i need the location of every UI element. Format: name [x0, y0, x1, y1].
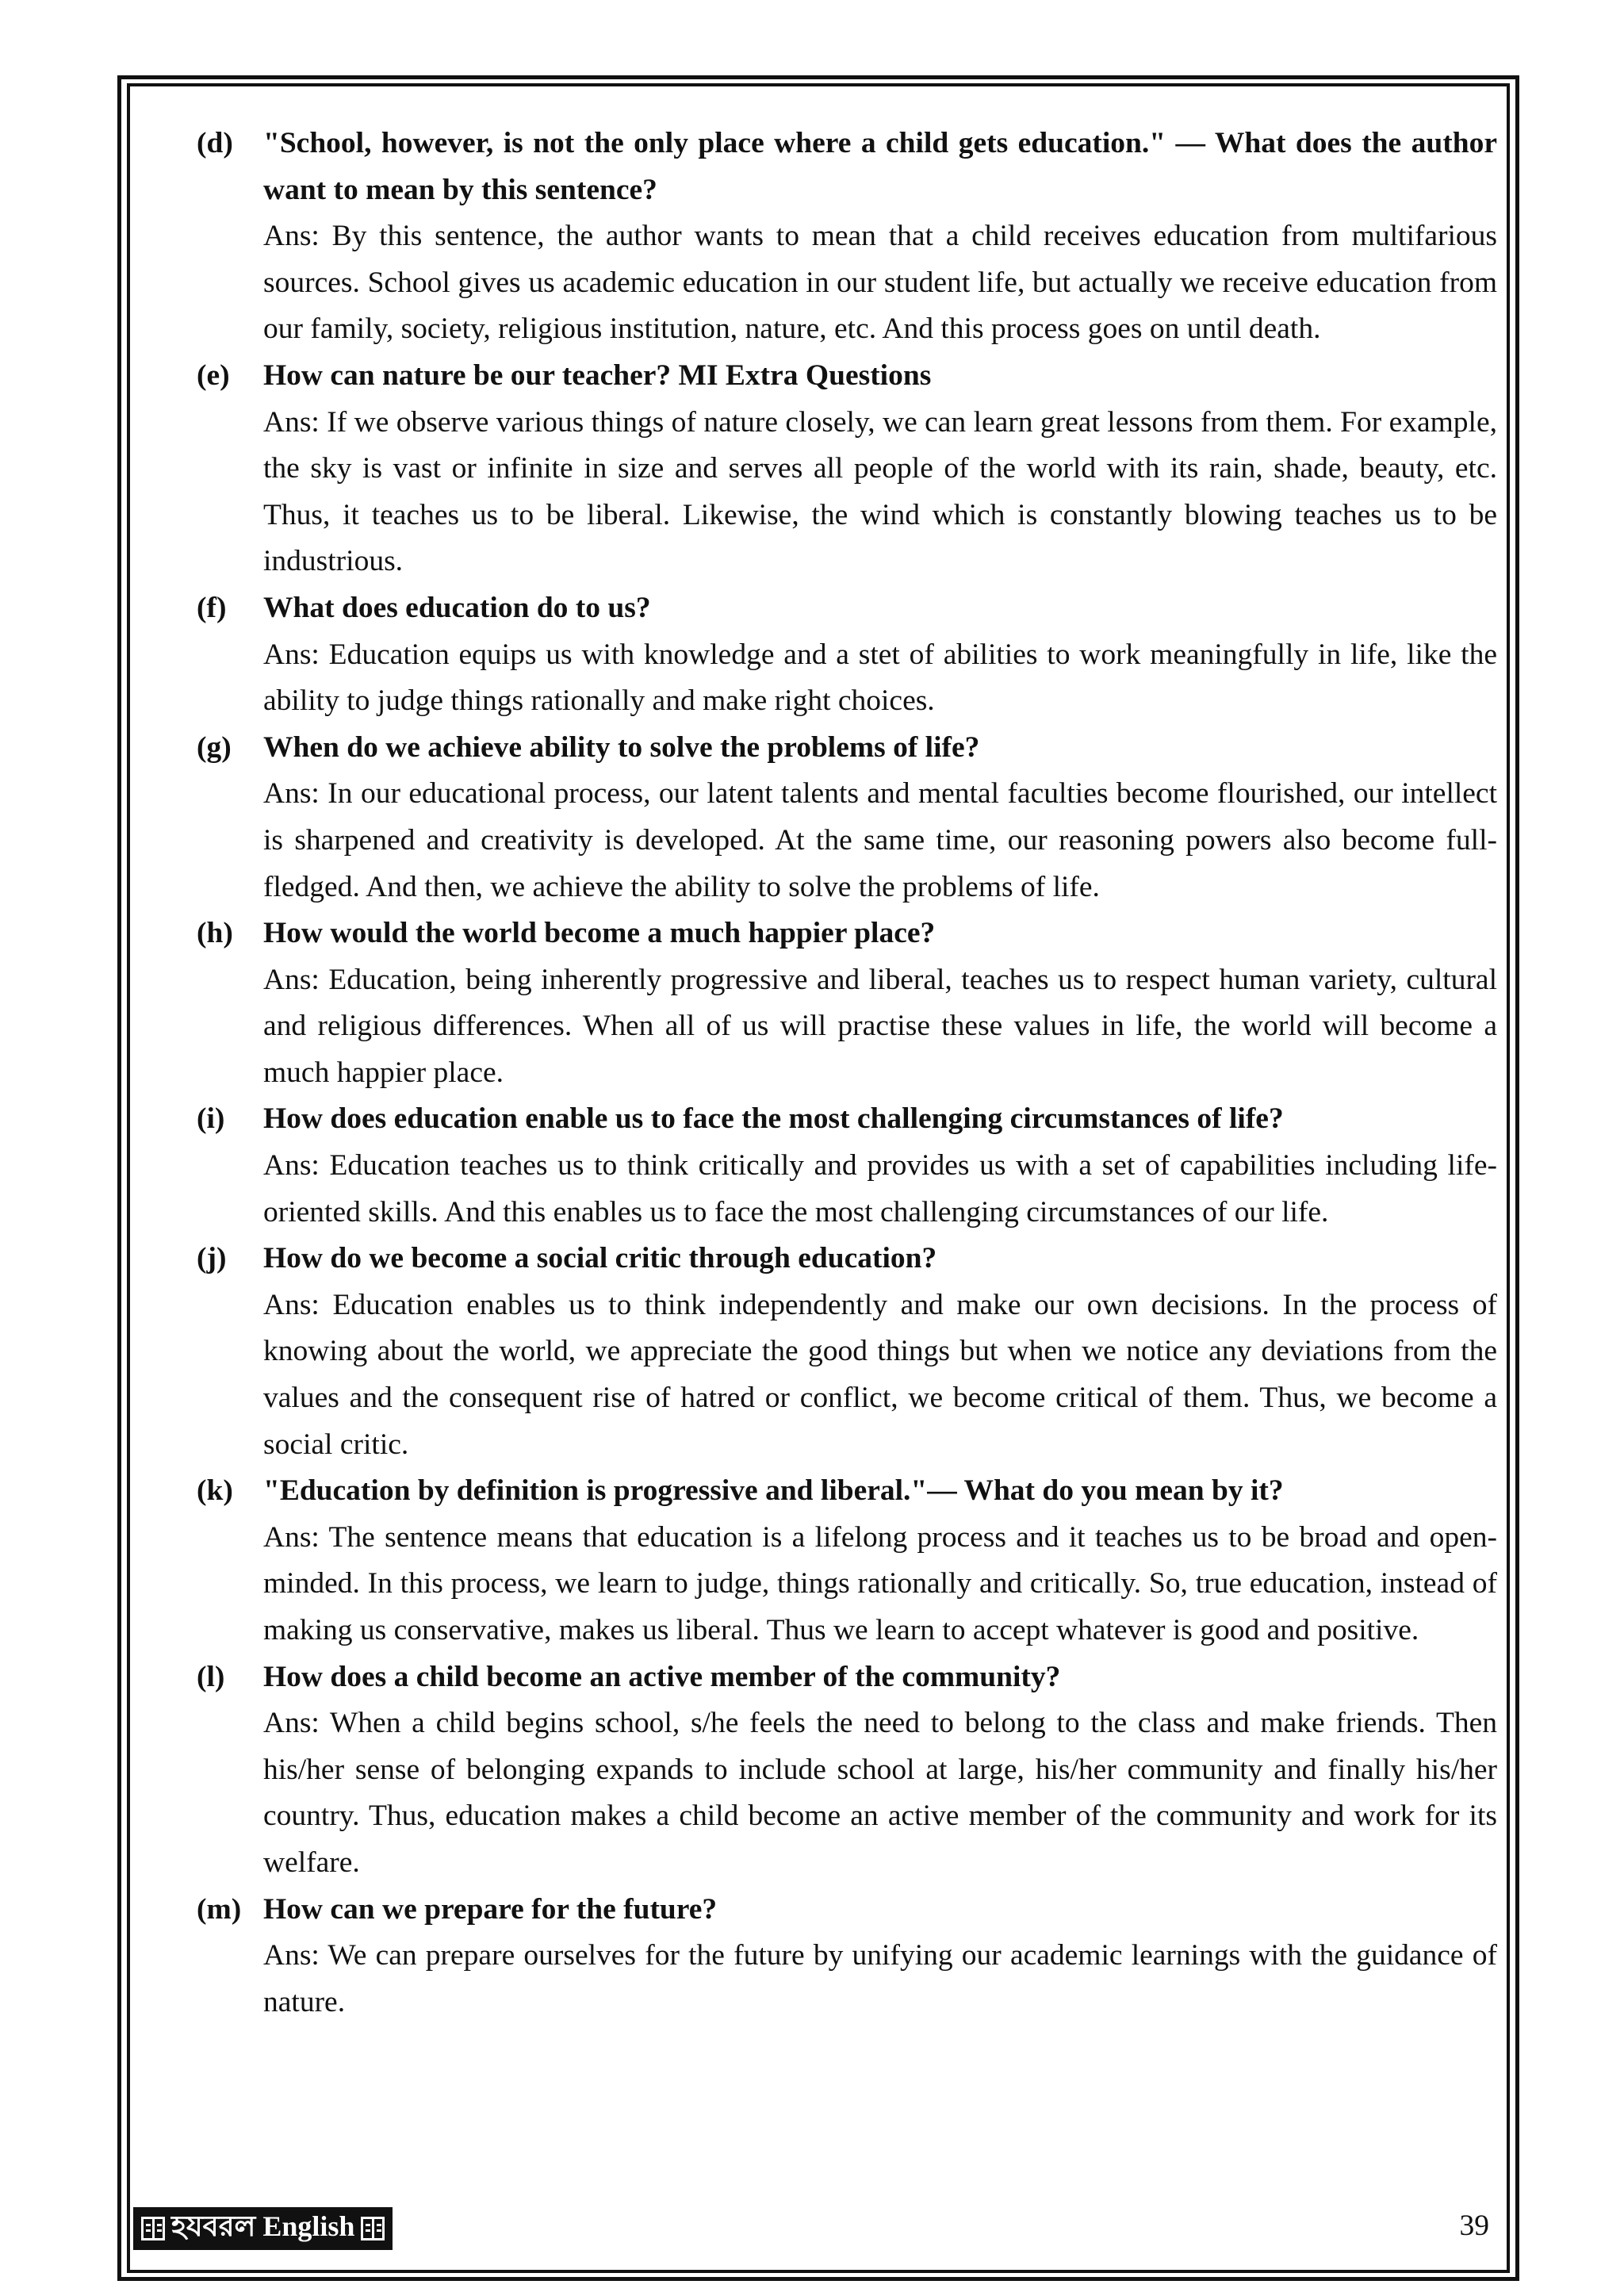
question — [197, 910, 1497, 957]
question-text: How does a child become an active member of the community? — [263, 1660, 1061, 1693]
question-label: (g) — [197, 730, 232, 764]
question — [197, 353, 1497, 400]
book-icon — [141, 2217, 165, 2240]
answer-text: Ans: Education, being inherently progressive and liberal, teaches us to respect human variety, cultural and religious differences. When all of us will practise these values in life, the world will become a much happier place. — [263, 963, 1497, 1089]
question-text: When do we achieve ability to solve the problems of life? — [263, 730, 980, 764]
question-label: (f) — [197, 591, 227, 624]
book-icon — [361, 2217, 385, 2240]
answer-text: Ans: The sentence means that education is a lifelong process and it teaches us to be broad and open-minded. In this process, we learn to judge, things rationally and critically. So, true education, instead of making us conservative, makes us liberal. Thus we learn to accept whatever is good and positive. — [263, 1520, 1497, 1646]
qa-item-d — [197, 121, 1497, 353]
qa-item-e — [197, 353, 1497, 585]
footer-brand-badge — [133, 2207, 393, 2250]
answer-text: Ans: We can prepare ourselves for the future by unifying our academic learnings with the guidance of nature. — [263, 1939, 1497, 2018]
question-text: "School, however, is not the only place where a child gets education." — What does the author want to mean by this sentence? — [263, 127, 1497, 206]
question-label: (l) — [197, 1660, 225, 1693]
question — [197, 121, 1497, 213]
question-label: (i) — [197, 1102, 225, 1136]
answer-text: Ans: By this sentence, the author wants to mean that a child receives education from multifarious sources. School gives us academic education in our student life, but actually we receive education from our family, society, religious institution, nature, etc. And this process goes on until death. — [263, 220, 1497, 346]
answer-text: Ans: Education teaches us to think critically and provides us with a set of capabilities including life-oriented skills. And this enables us to face the most challenging circumstances of our life. — [263, 1149, 1497, 1228]
question-label: (k) — [197, 1474, 233, 1508]
answer-text: Ans: In our educational process, our latent talents and mental faculties become flourished, our intellect is sharpened and creativity is developed. At the same time, our reasoning powers also become full-fledged. And then, we achieve the ability to solve the problems of life. — [263, 777, 1497, 903]
answer-text: Ans: Education equips us with knowledge and a stet of abilities to work meaningfully in life, like the ability to judge things rationally and make right choices. — [263, 638, 1497, 718]
answer-text: Ans: Education enables us to think independently and make our own decisions. In the process of knowing about the world, we appreciate the good things but when we notice any deviations from the values and the consequent rise of hatred or conflict, we become critical of them. Thus, we become a social critic. — [263, 1288, 1497, 1461]
question — [197, 1468, 1497, 1515]
question — [197, 1096, 1497, 1143]
question-text: How can we prepare for the future? — [263, 1892, 718, 1926]
question-label: (e) — [197, 358, 230, 392]
qa-content — [197, 121, 1497, 2026]
question — [197, 1887, 1497, 1934]
page-number: 39 — [1459, 2210, 1489, 2242]
qa-item-j — [197, 1236, 1497, 1468]
question-text: "Education by definition is progressive and liberal."— What do you mean by it? — [263, 1474, 1284, 1508]
qa-item-m — [197, 1887, 1497, 2026]
question-text: What does education do to us? — [263, 591, 651, 624]
answer-text: Ans: If we observe various things of nature closely, we can learn great lessons from them. For example, the sky is vast or infinite in size and serves all people of the world with its rain, shade, beauty, etc. Thus, it teaches us to be liberal. Likewise, the wind which is constantly blowing teaches us to be industrious. — [263, 405, 1497, 578]
question-label: (m) — [197, 1892, 242, 1926]
question-text: How can nature be our teacher? MI Extra Questions — [263, 358, 932, 392]
question-label: (h) — [197, 917, 233, 950]
qa-item-f — [197, 585, 1497, 725]
question-label: (j) — [197, 1242, 227, 1275]
answer-text: Ans: When a child begins school, s/he feels the need to belong to the class and make friends. Then his/her sense of belonging expands to include school at large, his/her community and finally his/her country. Thus, education makes a child become an active member of the community and work for its welfare. — [263, 1707, 1497, 1879]
question — [197, 725, 1497, 772]
qa-item-g — [197, 725, 1497, 910]
question-label: (d) — [197, 127, 233, 159]
question-text: How do we become a social critic through education? — [263, 1242, 937, 1275]
qa-item-h — [197, 910, 1497, 1096]
question — [197, 1236, 1497, 1282]
qa-item-i — [197, 1096, 1497, 1236]
question — [197, 585, 1497, 632]
question-text: How does education enable us to face the most challenging circumstances of life? — [263, 1102, 1284, 1136]
qa-item-l — [197, 1654, 1497, 1887]
footer-brand-text: হযবরল English — [171, 2210, 355, 2242]
qa-item-k — [197, 1468, 1497, 1654]
question — [197, 1654, 1497, 1701]
question-text: How would the world become a much happier place? — [263, 917, 936, 950]
